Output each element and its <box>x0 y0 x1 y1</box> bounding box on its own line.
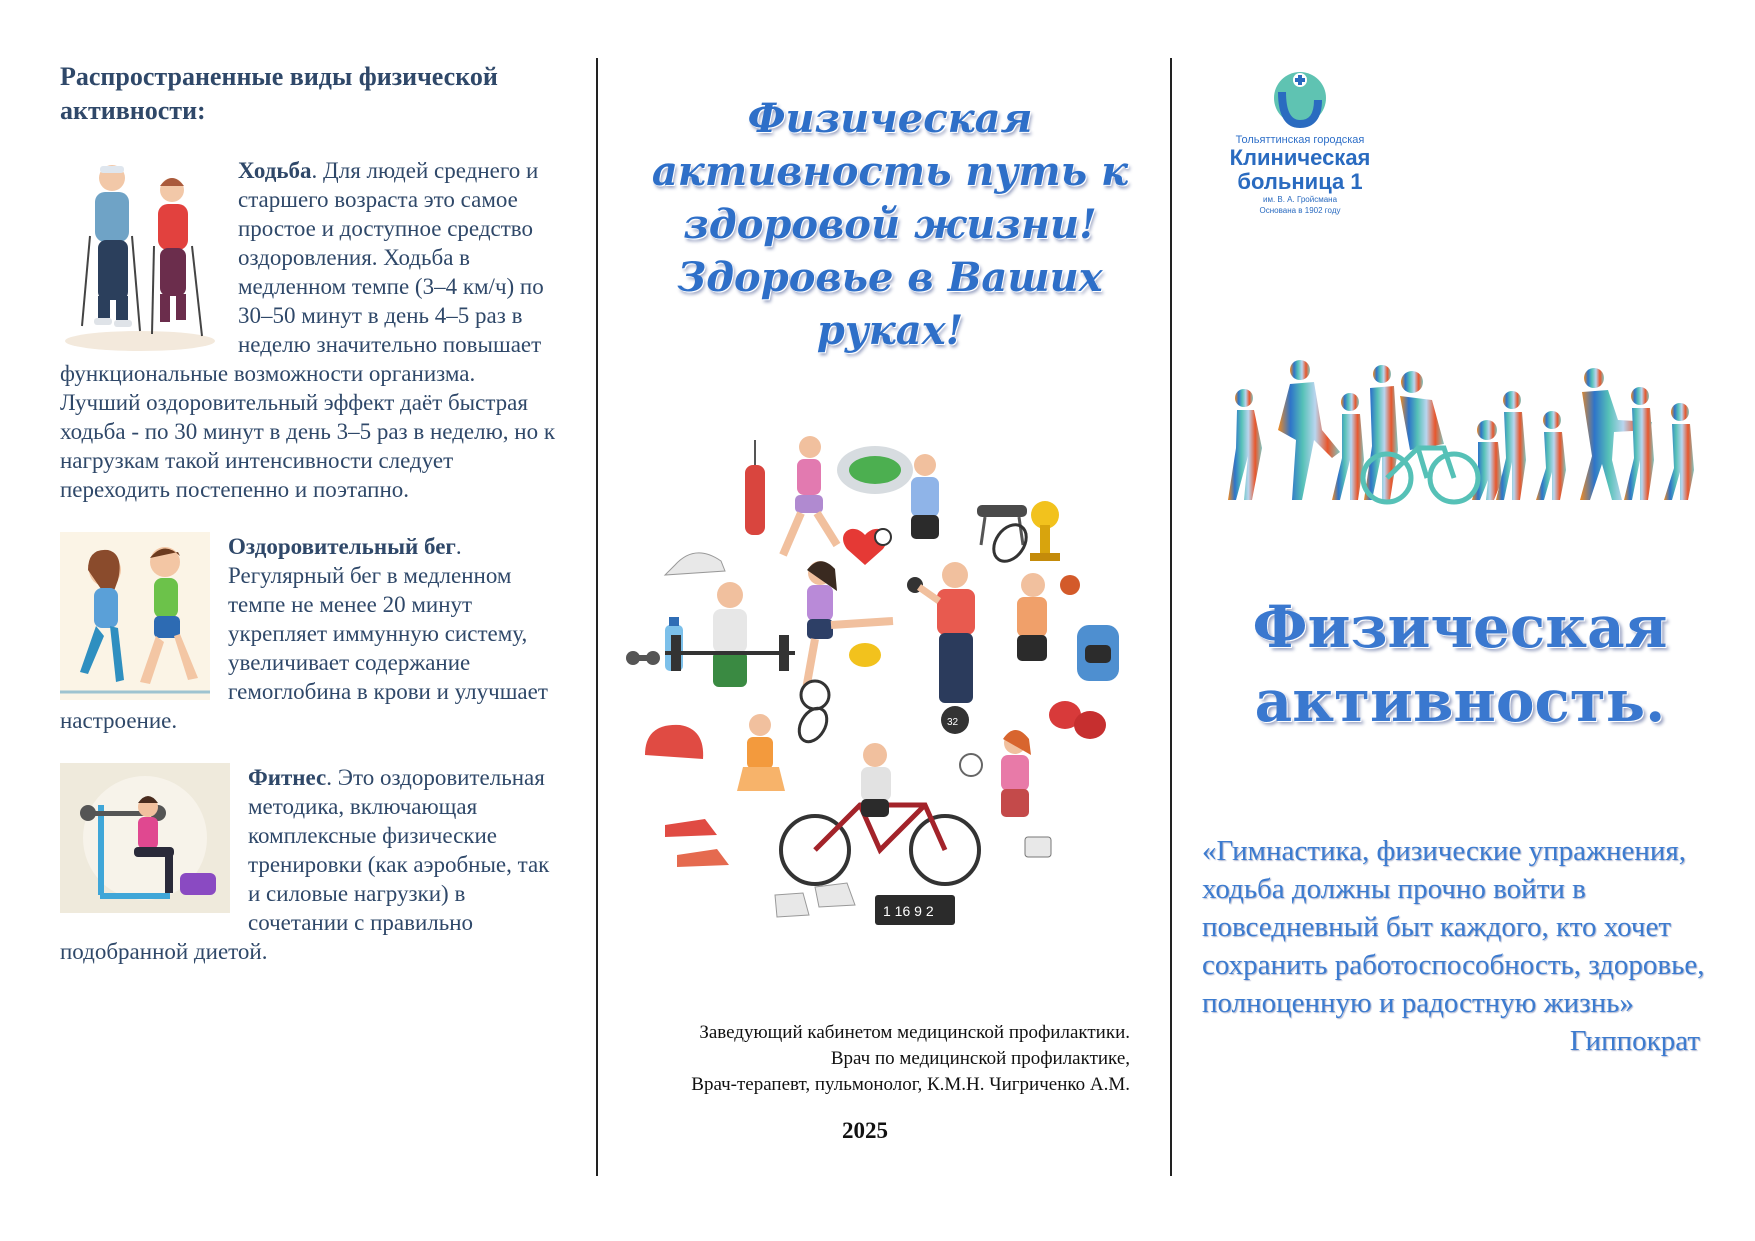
middle-title-line-4: Здоровье в Ваших <box>677 254 1103 301</box>
clinic-logo <box>1210 66 1390 216</box>
logo-sub-line-1: им. В. А. Гройсмана <box>1262 195 1338 204</box>
svg-text:1 16 9 2: 1 16 9 2 <box>883 903 934 919</box>
left-column <box>60 60 560 994</box>
middle-title-line-1: Физическая <box>747 95 1033 142</box>
column-divider-left <box>596 58 598 1176</box>
walking-section <box>60 156 560 504</box>
logo-main-line-1: Клиническая <box>1229 145 1371 170</box>
svg-text:32: 32 <box>947 717 959 728</box>
logo-main-line-2: больница 1 <box>1237 169 1363 194</box>
author-line-1: Заведующий кабинетом медицинской профилактики. <box>699 1022 1130 1043</box>
walking-text: . Для людей среднего и старшего возраста это самое простое и доступное средство оздоровления. Ходьба в медленном темпе (3–4 км/ч) по 30–50 минут в день 4–5 раз в неделю значительно повышает функциональные возможности организма. <box>60 158 544 386</box>
left-heading: Распространенные виды физической активности: <box>60 62 498 125</box>
fitness-text: . Это оздоровительная методика, включающая комплексные физические тренировки (как аэробные, так и силовые нагрузки) в сочетании с правильно подобранной диетой. <box>60 765 550 964</box>
silhouettes-illustration <box>1222 360 1697 510</box>
walking-paragraph-2: Лучший оздоровительный эффект даёт быстрая ходьба - по 30 минут в день 3–5 раз в неделю, но к нагрузкам такой интенсивности следует переходить постепенно и поэтапно. <box>60 390 555 502</box>
running-section <box>60 532 560 735</box>
running-term: Оздоровительный бег <box>228 534 456 559</box>
fitness-woman-illustration <box>60 763 230 913</box>
logo-top-text: Тольяттинская городская <box>1235 134 1365 146</box>
sports-collage-illustration <box>625 425 1135 945</box>
author-line-2: Врач по медицинской профилактике, <box>830 1048 1130 1069</box>
right-title <box>1200 590 1720 738</box>
walking-term: Ходьба <box>238 158 312 183</box>
fitness-term: Фитнес <box>248 765 327 790</box>
quote-text: «Гимнастика, физические упражнения, ходьба должны прочно войти в повседневный быт каждого, кто хочет сохранить работоспособность, здоровье, полноценную и радостную жизнь» <box>1202 835 1705 1019</box>
right-title-line-1: Физическая <box>1252 593 1668 661</box>
column-divider-right <box>1170 58 1172 1176</box>
hippocrates-quote <box>1202 832 1712 1060</box>
author-line-3: Врач-терапевт, пульмонолог, К.М.Н. Чигриченко А.М. <box>691 1074 1130 1095</box>
quote-author: Гиппократ <box>1569 1025 1700 1057</box>
middle-title-line-2: активность путь к <box>651 148 1129 195</box>
fitness-section <box>60 763 560 966</box>
elderly-walkers-illustration <box>60 156 220 351</box>
running-couple-illustration <box>60 532 210 700</box>
right-title-line-2: активность. <box>1254 667 1666 735</box>
middle-title-line-5: руках! <box>816 307 964 354</box>
author-info <box>610 1020 1130 1098</box>
clinic-logo-icon <box>1210 66 1390 132</box>
middle-title <box>640 92 1140 357</box>
middle-title-line-3: здоровой жизни! <box>683 201 1097 248</box>
year: 2025 <box>842 1118 888 1143</box>
running-text: . Регулярный бег в медленном темпе не менее 20 минут укрепляет иммунную систему, увеличивает содержание гемоглобина в крови и улучшает настроение. <box>60 534 548 733</box>
logo-sub-line-2: Основана в 1902 году <box>1259 206 1341 215</box>
